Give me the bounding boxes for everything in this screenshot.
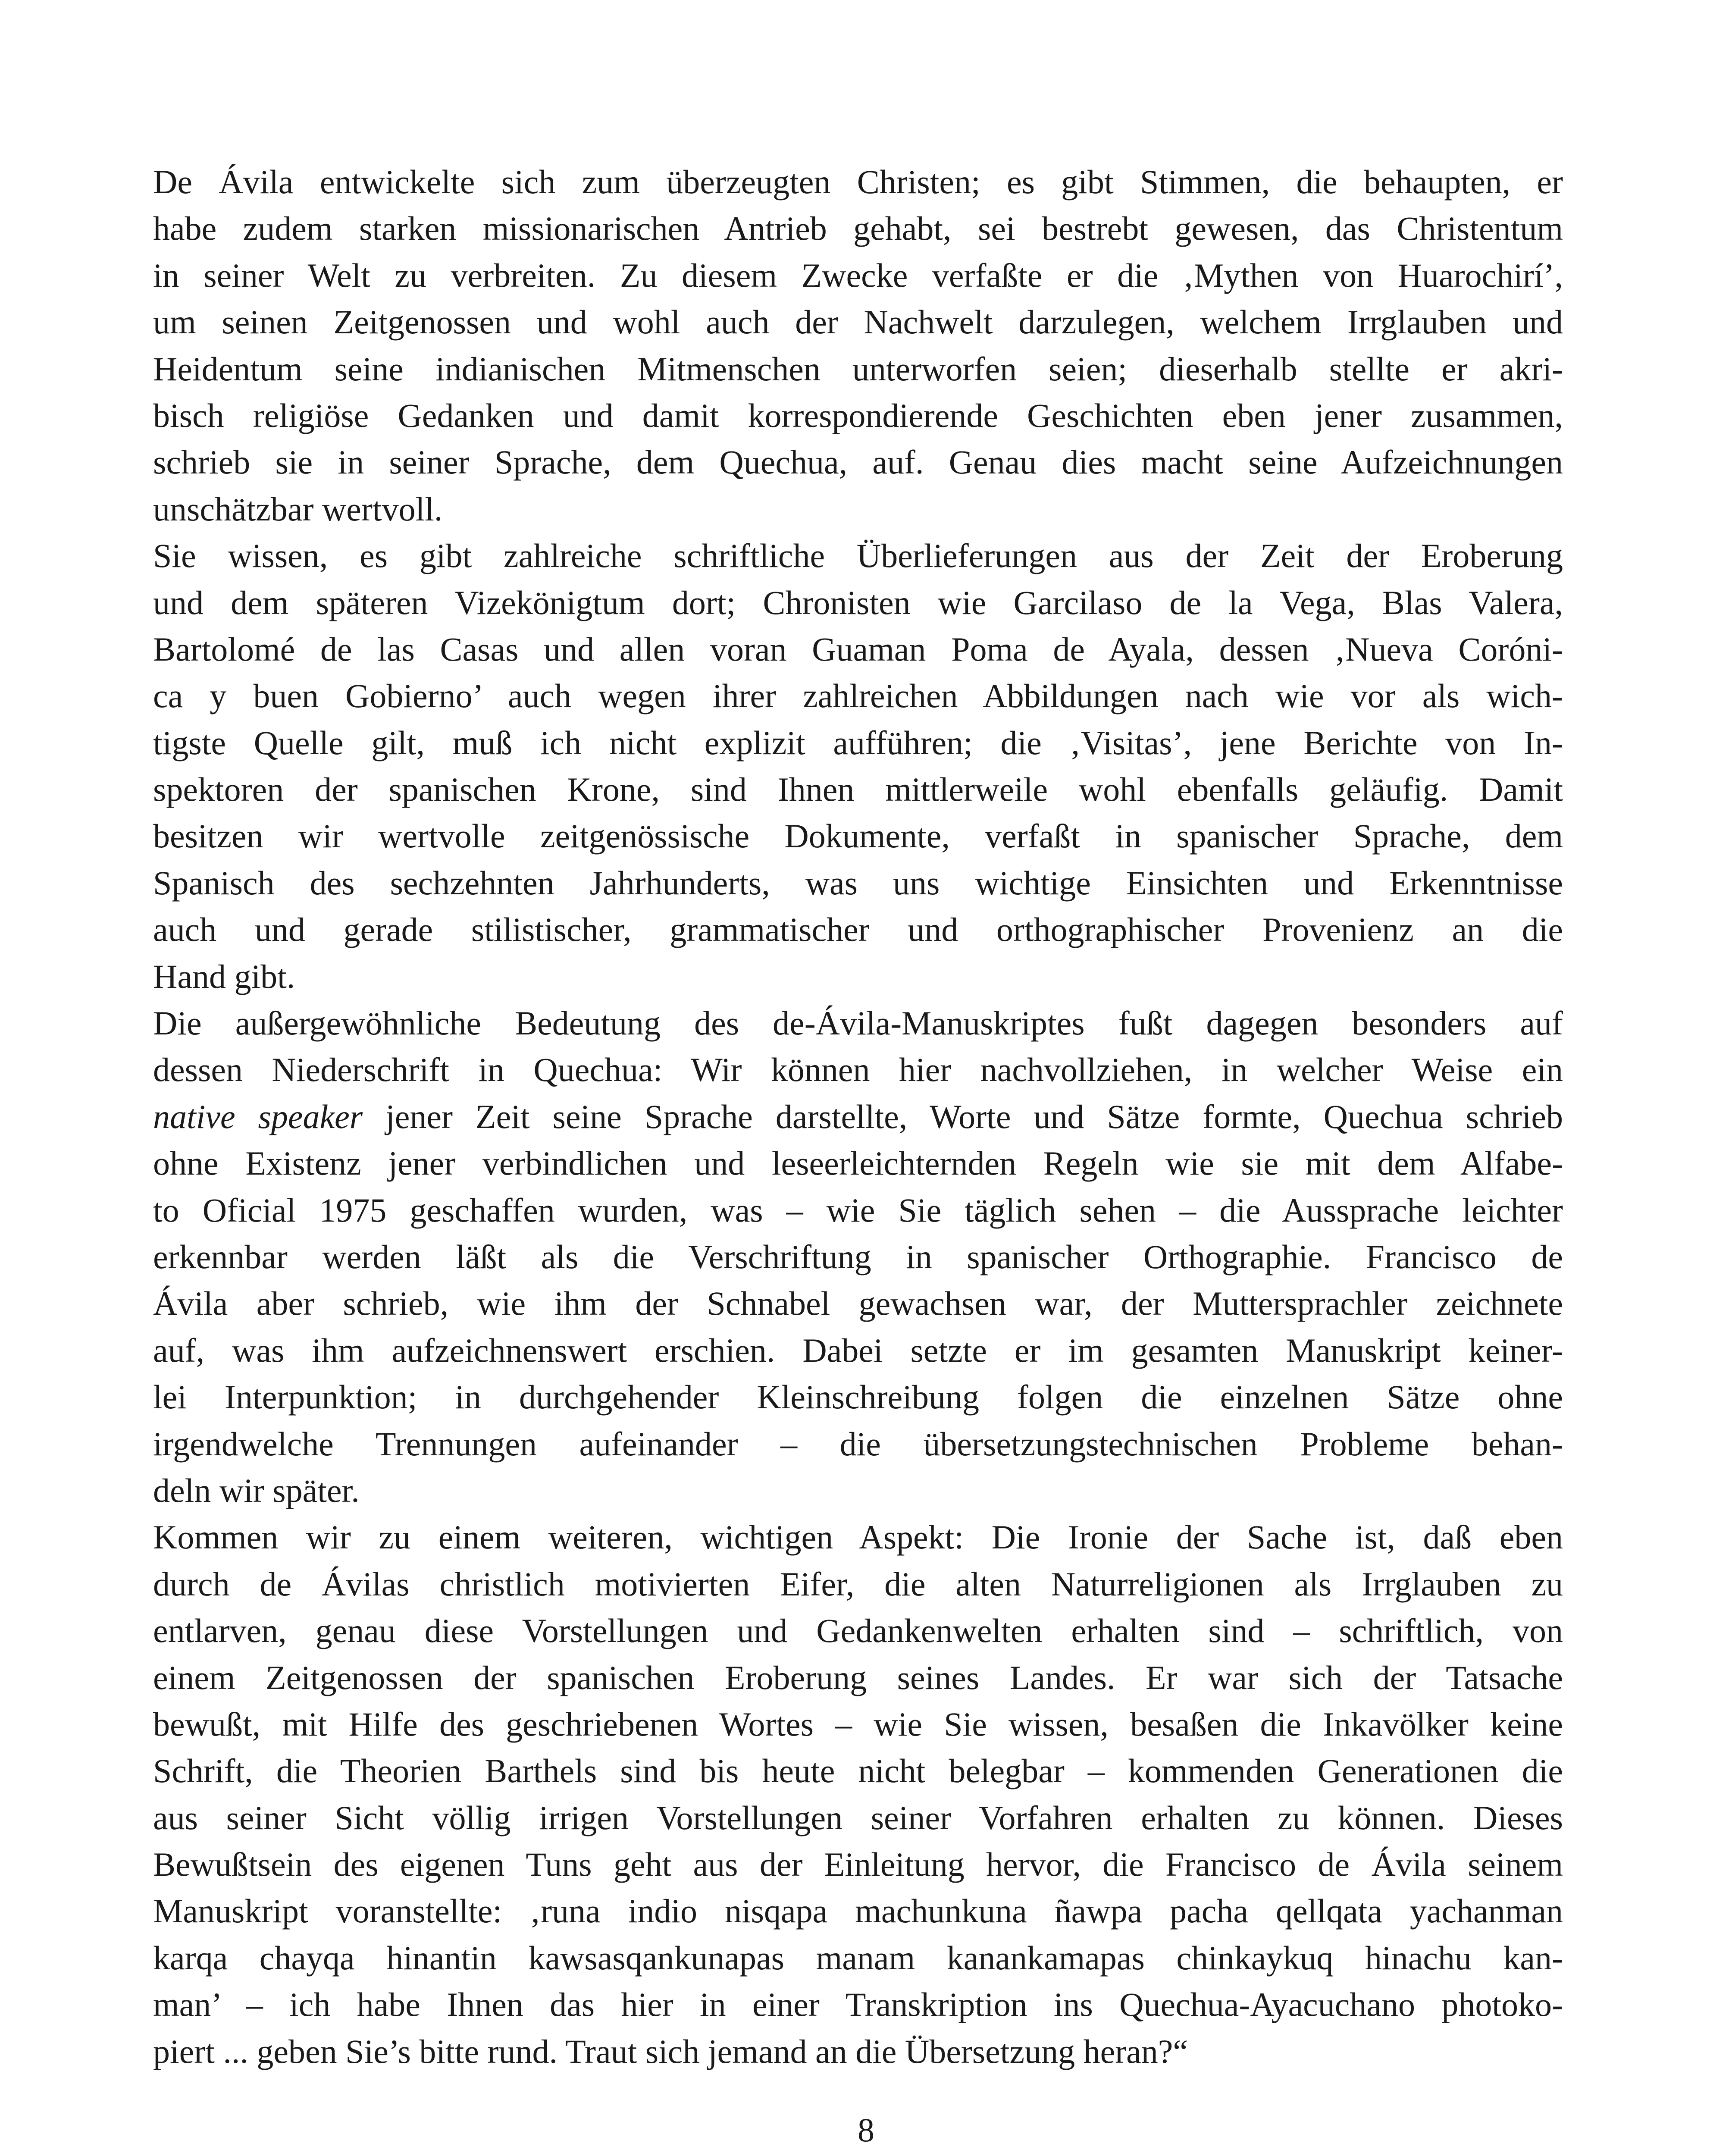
text-line xyxy=(153,205,1563,252)
text-line xyxy=(153,1047,1563,1093)
text-run: auf, was ihm aufzeichnenswert erschien. Dabei setzte er im gesamten Manuskript keiner- xyxy=(153,1331,1563,1369)
text-run: jener Zeit seine Sprache darstellte, Worte und Sätze formte, Quechua schrieb xyxy=(363,1097,1563,1135)
text-line xyxy=(153,813,1563,859)
paragraph xyxy=(153,1000,1563,1514)
text-run: besitzen wir wertvolle zeitgenössische Dokumente, verfaßt in spanischer Sprache, dem xyxy=(153,817,1563,855)
text-run: dessen Niederschrift in Quechua: Wir können hier nachvollziehen, in welcher Weise ein xyxy=(153,1051,1563,1089)
text-line xyxy=(153,1280,1563,1327)
paragraph xyxy=(153,533,1563,1000)
text-line xyxy=(153,626,1563,673)
text-line xyxy=(153,1888,1563,1934)
text-line xyxy=(153,486,1563,533)
text-run: Die außergewöhnliche Bedeutung des de-Ávila-Manuskriptes fußt dagegen besonders auf xyxy=(153,1004,1563,1042)
paragraph xyxy=(153,159,1563,533)
text-run: to Oficial 1975 geschaffen wurden, was – wie Sie täglich sehen – die Aussprache leichter xyxy=(153,1191,1563,1229)
text-line xyxy=(153,1608,1563,1654)
text-line xyxy=(153,1981,1563,2028)
text-run: bewußt, mit Hilfe des geschriebenen Wortes – wie Sie wissen, besaßen die Inkavölker keine xyxy=(153,1705,1563,1743)
text-line xyxy=(153,1935,1563,1981)
text-run: karqa chayqa hinantin kawsasqankunapas manam kanankamapas chinkaykuq hinachu kan- xyxy=(153,1939,1563,1977)
text-run: durch de Ávilas christlich motivierten Eifer, die alten Naturreligionen als Irrglauben zu xyxy=(153,1565,1563,1603)
text-line xyxy=(153,252,1563,299)
text-run: Schrift, die Theorien Barthels sind bis heute nicht belegbar – kommenden Generationen die xyxy=(153,1752,1563,1790)
text-line xyxy=(153,580,1563,626)
text-run: entlarven, genau diese Vorstellungen und Gedankenwelten erhalten sind – schriftlich, von xyxy=(153,1612,1563,1650)
text-line xyxy=(153,533,1563,579)
text-line xyxy=(153,766,1563,813)
text-line xyxy=(153,906,1563,953)
italic-text-run: native speaker xyxy=(153,1097,363,1135)
text-run: man’ – ich habe Ihnen das hier in einer Transkription ins Quechua-Ayacuchano photoko- xyxy=(153,1986,1563,2024)
text-line xyxy=(153,1467,1563,1514)
text-line xyxy=(153,1514,1563,1561)
text-line xyxy=(153,1140,1563,1187)
text-run: unschätzbar wertvoll. xyxy=(153,490,443,528)
text-run: irgendwelche Trennungen aufeinander – die übersetzungstechnischen Probleme behan- xyxy=(153,1425,1563,1463)
text-run: Bewußtsein des eigenen Tuns geht aus der Einleitung hervor, die Francisco de Ávila seinem xyxy=(153,1846,1563,1883)
text-line xyxy=(153,673,1563,719)
text-run: Hand gibt. xyxy=(153,957,295,995)
text-line xyxy=(153,1374,1563,1420)
text-line xyxy=(153,1701,1563,1748)
text-line xyxy=(153,1655,1563,1701)
text-line xyxy=(153,159,1563,205)
text-line xyxy=(153,1795,1563,1841)
page-number: 8 xyxy=(858,2111,874,2149)
text-run: aus seiner Sicht völlig irrigen Vorstellungen seiner Vorfahren erhalten zu können. Dieses xyxy=(153,1799,1563,1836)
text-run: schrieb sie in seiner Sprache, dem Quechua, auf. Genau dies macht seine Aufzeichnungen xyxy=(153,443,1563,481)
text-line xyxy=(153,860,1563,906)
text-line xyxy=(153,346,1563,392)
text-line xyxy=(153,953,1563,1000)
text-run: bisch religiöse Gedanken und damit korrespondierende Geschichten eben jener zusammen, xyxy=(153,396,1563,434)
text-line xyxy=(153,1234,1563,1280)
paragraph xyxy=(153,1514,1563,2075)
text-run: De Ávila entwickelte sich zum überzeugten Christen; es gibt Stimmen, die behaupten, er xyxy=(153,163,1563,201)
text-line xyxy=(153,1421,1563,1467)
text-line xyxy=(153,720,1563,766)
body-text xyxy=(153,159,1563,2075)
text-line xyxy=(153,1841,1563,1888)
text-run: Ávila aber schrieb, wie ihm der Schnabel gewachsen war, der Muttersprachler zeichnete xyxy=(153,1285,1563,1322)
text-line xyxy=(153,1187,1563,1234)
text-run: erkennbar werden läßt als die Verschriftung in spanischer Orthographie. Francisco de xyxy=(153,1238,1563,1275)
text-run: einem Zeitgenossen der spanischen Eroberung seines Landes. Er war sich der Tatsache xyxy=(153,1658,1563,1696)
text-line xyxy=(153,299,1563,345)
text-run: habe zudem starken missionarischen Antrieb gehabt, sei bestrebt gewesen, das Christentum xyxy=(153,210,1563,248)
text-run: Manuskript voranstellte: ‚runa indio nisqapa machunkuna ñawpa pacha qellqata yachanman xyxy=(153,1892,1563,1930)
text-run: um seinen Zeitgenossen und wohl auch der Nachwelt darzulegen, welchem Irrglauben und xyxy=(153,303,1563,341)
text-run: ca y buen Gobierno’ auch wegen ihrer zahlreichen Abbildungen nach wie vor als wich- xyxy=(153,677,1563,715)
text-run: auch und gerade stilistischer, grammatischer und orthographischer Provenienz an die xyxy=(153,911,1563,949)
text-run: lei Interpunktion; in durchgehender Kleinschreibung folgen die einzelnen Sätze ohne xyxy=(153,1378,1563,1416)
text-run: Bartolomé de las Casas und allen voran Guaman Poma de Ayala, dessen ‚Nueva Coróni- xyxy=(153,630,1563,668)
text-line xyxy=(153,439,1563,486)
text-run: in seiner Welt zu verbreiten. Zu diesem Zwecke verfaßte er die ‚Mythen von Huarochirí’, xyxy=(153,256,1563,294)
text-run: Heidentum seine indianischen Mitmenschen unterworfen seien; dieserhalb stellte er akri- xyxy=(153,350,1563,388)
text-run: deln wir später. xyxy=(153,1471,360,1509)
text-run: spektoren der spanischen Krone, sind Ihnen mittlerweile wohl ebenfalls geläufig. Damit xyxy=(153,771,1563,808)
text-line xyxy=(153,1327,1563,1374)
text-line xyxy=(153,1561,1563,1608)
text-run: Spanisch des sechzehnten Jahrhunderts, was uns wichtige Einsichten und Erkenntnisse xyxy=(153,864,1563,902)
text-line xyxy=(153,1748,1563,1794)
text-line xyxy=(153,2028,1563,2075)
text-run: Sie wissen, es gibt zahlreiche schriftliche Überlieferungen aus der Zeit der Eroberung xyxy=(153,537,1563,575)
text-run: Kommen wir zu einem weiteren, wichtigen Aspekt: Die Ironie der Sache ist, daß eben xyxy=(153,1518,1563,1556)
text-run: piert ... geben Sie’s bitte rund. Traut sich jemand an die Übersetzung heran?“ xyxy=(153,2032,1188,2070)
text-run: ohne Existenz jener verbindlichen und leseerleichternden Regeln wie sie mit dem Alfabe- xyxy=(153,1144,1563,1182)
text-run: tigste Quelle gilt, muß ich nicht explizit aufführen; die ‚Visitas’, jene Berichte von In- xyxy=(153,724,1563,761)
text-run: und dem späteren Vizekönigtum dort; Chronisten wie Garcilaso de la Vega, Blas Valera, xyxy=(153,583,1563,621)
text-line xyxy=(153,1000,1563,1047)
text-line xyxy=(153,1094,1563,1140)
text-line xyxy=(153,392,1563,439)
